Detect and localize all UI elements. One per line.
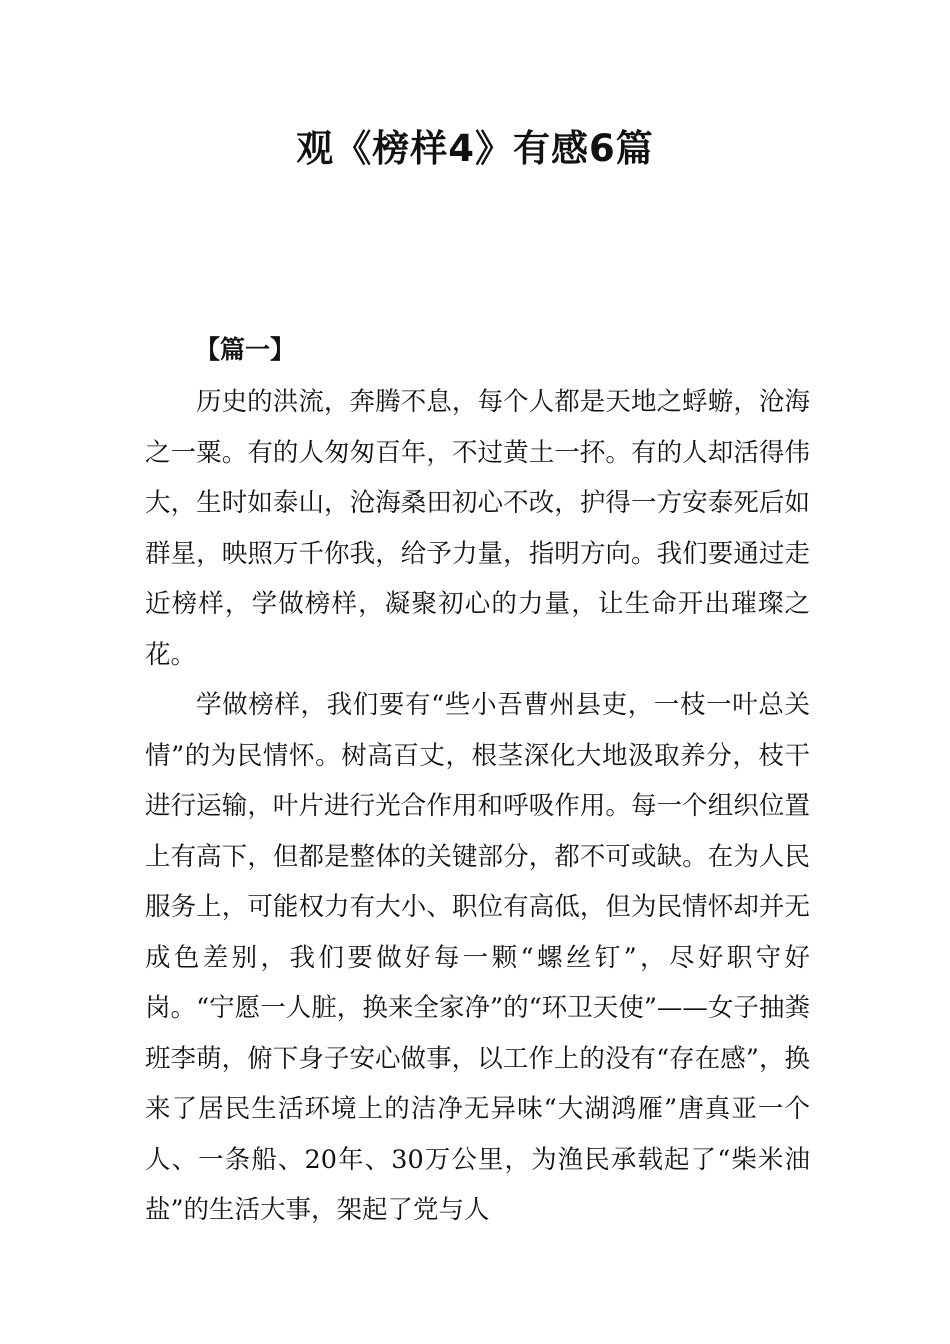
paragraph-2: 学做榜样，我们要有“些小吾曹州县吏，一枝一叶总关情”的为民情怀。树高百丈，根茎深化大地汲取养分，枝干进行运输，叶片进行光合作用和呼吸作用。每一个组织位置上有高下，但都是整体的关键部分，都不可或缺。在为人民服务上，可能权力有大小、职位有高低，但为民情怀却并无成色差别，我们要做好每一颗“螺丝钉”，尽好职守好岗。“宁愿一人脏，换来全家净”的“环卫天使”——女子抽粪班李萌，俯下身子安心做事，以工作上的没有“存在感”，换来了居民生活环境上的洁净无异味“大湖鸿雁”唐真亚一个人、一条船、20年、30万公里，为渔民承载起了“柴米油盐”的生活大事，架起了党与人 — [145, 690, 810, 1225]
document-title: 观《榜样4》有感6篇 — [296, 127, 654, 170]
section-heading: 【篇一】 — [195, 335, 296, 364]
document-body — [145, 377, 810, 1236]
paragraph-1: 历史的洪流，奔腾不息，每个人都是天地之蜉蝣，沧海之一粟。有的人匆匆百年，不过黄土一抔。有的人却活得伟大，生时如泰山，沧海桑田初心不改，护得一方安泰死后如群星，映照万千你我，给予力量，指明方向。我们要通过走近榜样，学做榜样，凝聚初心的力量，让生命开出璀璨之花。 — [145, 387, 810, 670]
